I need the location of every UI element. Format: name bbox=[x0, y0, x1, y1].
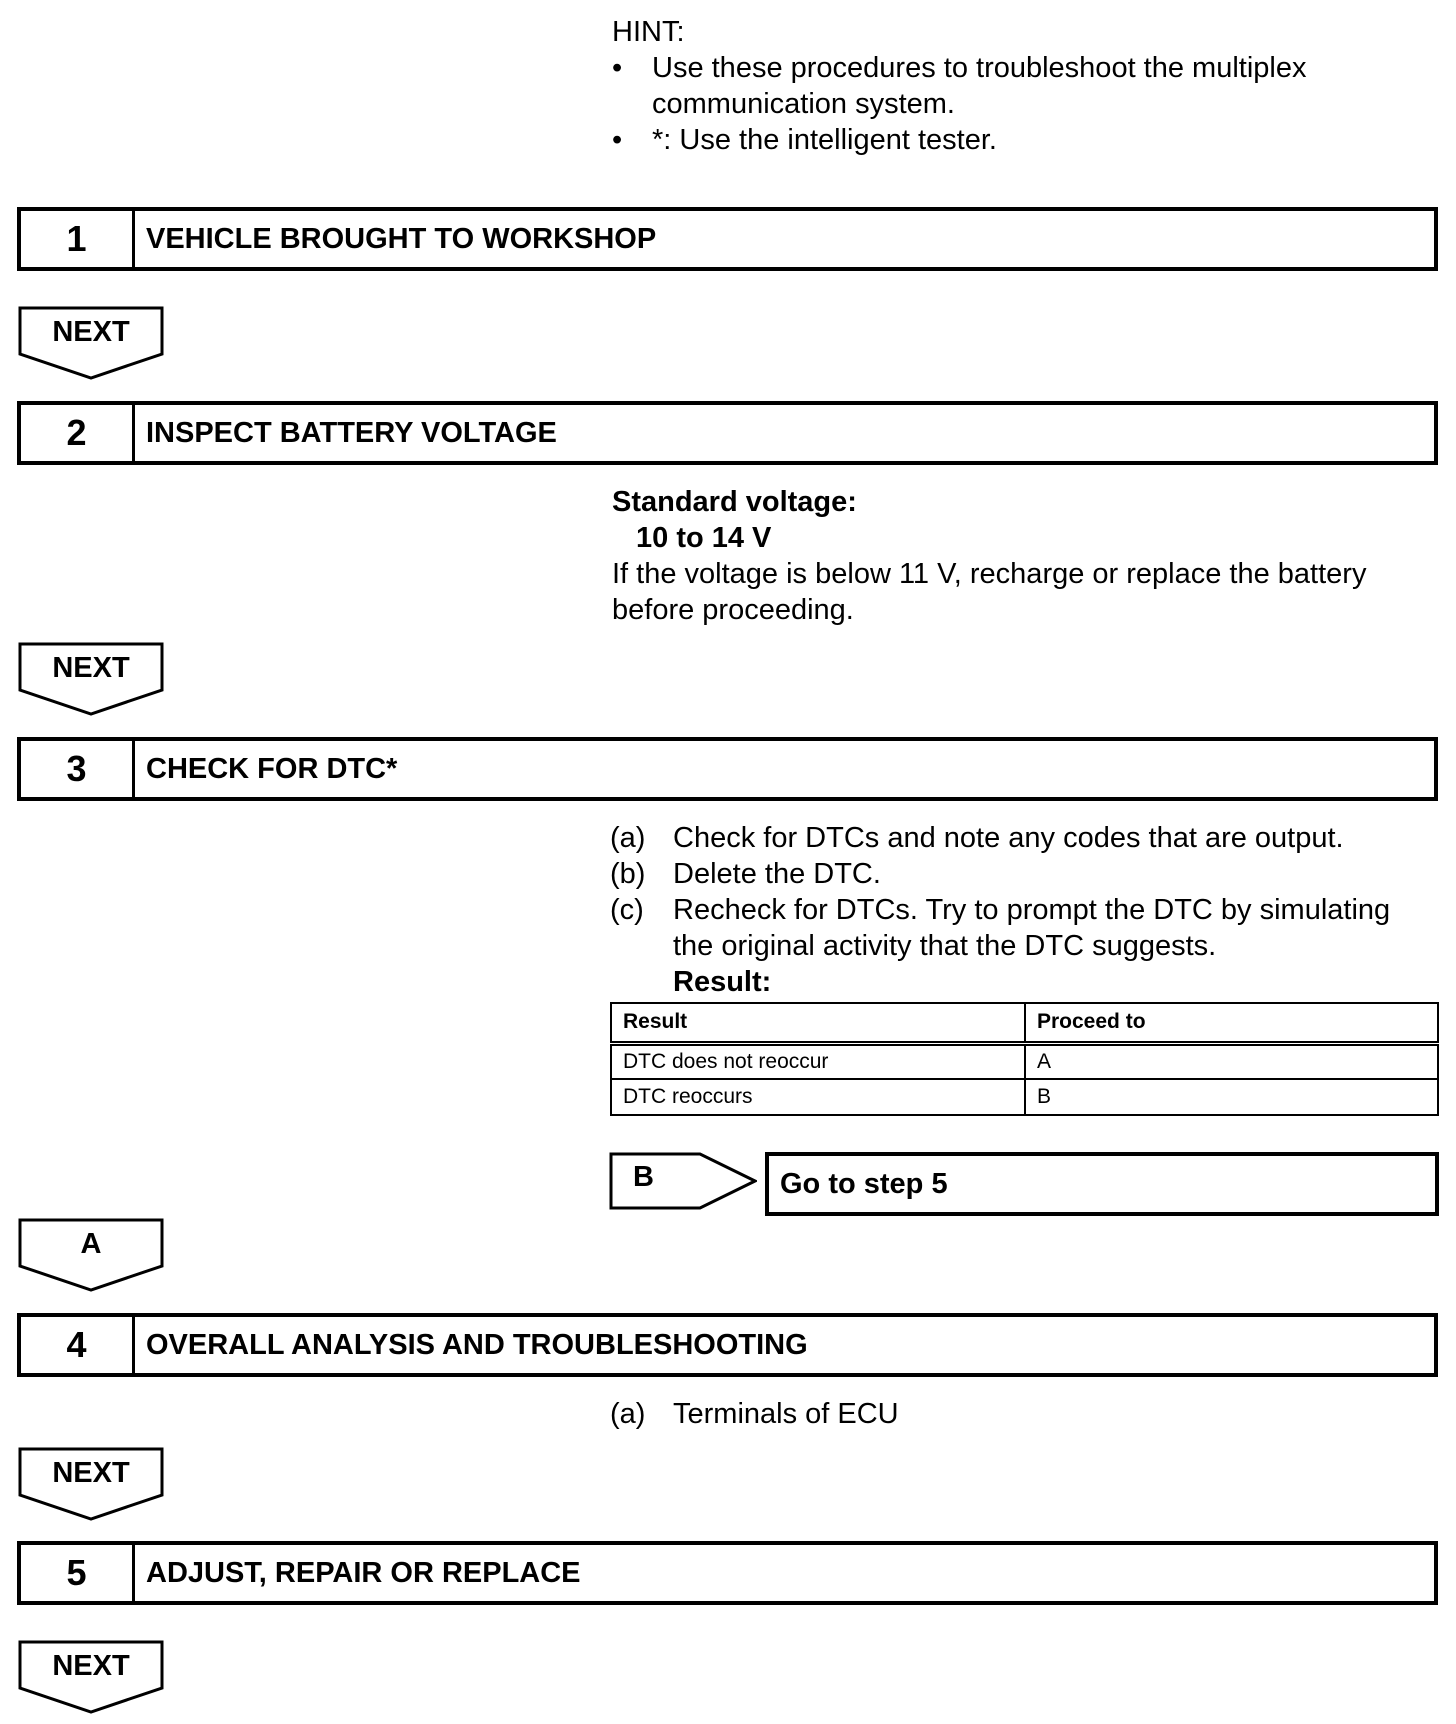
table-cell: A bbox=[1025, 1043, 1438, 1079]
next-tag[interactable] bbox=[18, 306, 164, 380]
table-header-cell: Proceed to bbox=[1025, 1003, 1438, 1043]
hint-bullet-text: communication system. bbox=[652, 88, 955, 120]
standard-voltage-value: 10 to 14 V bbox=[636, 522, 772, 554]
list-item: Check for DTCs and note any codes that are output. bbox=[673, 822, 1344, 854]
list-marker: (a) bbox=[610, 1398, 646, 1430]
next-tag-label: NEXT bbox=[52, 316, 130, 348]
voltage-note: If the voltage is below 11 V, recharge or replace the battery bbox=[612, 558, 1367, 590]
hint-bullet-text: Use these procedures to troubleshoot the multiplex bbox=[652, 52, 1307, 84]
table-row bbox=[611, 1043, 1438, 1079]
list-marker: (c) bbox=[610, 894, 644, 926]
step-title: OVERALL ANALYSIS AND TROUBLESHOOTING bbox=[146, 1328, 808, 1361]
step-title: ADJUST, REPAIR OR REPLACE bbox=[146, 1556, 581, 1589]
result-label: Result: bbox=[673, 966, 772, 998]
hint-bullet-text: *: Use the intelligent tester. bbox=[652, 124, 997, 156]
next-tag-label: NEXT bbox=[52, 652, 130, 684]
step-4-header bbox=[17, 1313, 1438, 1377]
goto-step-5-box[interactable]: Go to step 5 bbox=[765, 1152, 1439, 1216]
list-item: Terminals of ECU bbox=[673, 1398, 899, 1430]
step-3-header bbox=[17, 737, 1438, 801]
next-tag[interactable] bbox=[18, 1640, 164, 1714]
step-title: CHECK FOR DTC* bbox=[146, 752, 398, 785]
b-branch-label: B bbox=[633, 1161, 654, 1193]
next-tag[interactable] bbox=[18, 642, 164, 716]
step-5-header bbox=[17, 1541, 1438, 1605]
list-item: Recheck for DTCs. Try to prompt the DTC by simulating bbox=[673, 894, 1391, 926]
next-tag-label: NEXT bbox=[52, 1457, 130, 1489]
step-number: 2 bbox=[21, 405, 135, 461]
voltage-note: before proceeding. bbox=[612, 594, 854, 626]
step-number: 5 bbox=[21, 1545, 135, 1601]
hint-bullet-mark: • bbox=[612, 124, 623, 156]
a-branch-label: A bbox=[80, 1228, 102, 1260]
table-cell: B bbox=[1025, 1079, 1438, 1115]
list-marker: (b) bbox=[610, 858, 646, 890]
result-table bbox=[610, 1002, 1439, 1116]
table-cell: DTC does not reoccur bbox=[611, 1043, 1025, 1079]
next-tag[interactable] bbox=[18, 1447, 164, 1521]
next-tag-label: NEXT bbox=[52, 1650, 130, 1682]
table-header-row bbox=[611, 1003, 1438, 1043]
list-item: the original activity that the DTC suggests. bbox=[673, 930, 1217, 962]
table-row bbox=[611, 1079, 1438, 1115]
a-branch-tag[interactable] bbox=[18, 1218, 164, 1292]
step-number: 3 bbox=[21, 741, 135, 797]
hint-label: HINT: bbox=[612, 16, 685, 48]
list-marker: (a) bbox=[610, 822, 646, 854]
b-branch-tag[interactable] bbox=[609, 1152, 757, 1210]
list-item: Delete the DTC. bbox=[673, 858, 881, 890]
step-2-header bbox=[17, 401, 1438, 465]
step-title: VEHICLE BROUGHT TO WORKSHOP bbox=[146, 222, 657, 255]
table-header-cell: Result bbox=[611, 1003, 1025, 1043]
table-cell: DTC reoccurs bbox=[611, 1079, 1025, 1115]
standard-voltage-label: Standard voltage: bbox=[612, 486, 857, 518]
step-number: 1 bbox=[21, 211, 135, 267]
step-1-header bbox=[17, 207, 1438, 271]
hint-bullet-mark: • bbox=[612, 52, 623, 84]
step-number: 4 bbox=[21, 1317, 135, 1373]
step-title: INSPECT BATTERY VOLTAGE bbox=[146, 416, 557, 449]
